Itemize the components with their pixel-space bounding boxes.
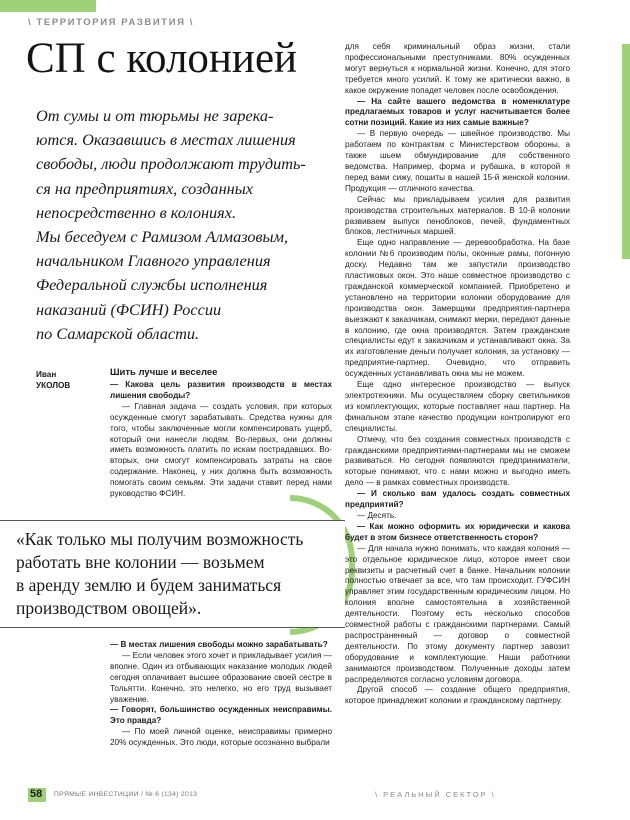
article-title: СП с колонией <box>26 35 298 82</box>
author-byline: Иван УКОЛОВ <box>36 370 71 390</box>
rubric-color-bar <box>0 0 96 12</box>
body-paragraph: для себя криминальный образ жизни, стали профессиональными преступниками. 80% осужденных могут вернуться к нормальной жизни. Конечно, для этого требуется много усилий. К тому же критически важно, в какое окружение попадет человек после освобождения. <box>345 42 570 95</box>
section-rubric: \ ТЕРРИТОРИЯ РАЗВИТИЯ \ <box>28 17 195 28</box>
page-number: 58 <box>30 788 43 800</box>
left-column-text <box>110 380 332 500</box>
body-paragraph: Сейчас мы прикладываем усилия для развития производства строительных материалов. В 10-й колонии развиваем выпуск пеноблоков, печей, фундаментных блоков, лестничных маршей. <box>345 194 570 237</box>
body-paragraph: Другой способ — создание общего предприятия, которое принадлежит колонии и гражданскому партнеру. <box>345 685 570 706</box>
section-footer: \ РЕАЛЬНЫЙ СЕКТОР \ <box>375 790 496 799</box>
question-paragraph: — Говорят, большинство осужденных неисправимы. Это правда? <box>110 705 332 726</box>
body-paragraph: Отмечу, что без создания совместных производств с гражданскими предприятиями-партнерами мы не сможем развиваться. Но сегодня появляются предприниматели, которые понимают, что с нами можно и выгодно иметь дело — в рамках совместных производств. <box>345 434 570 488</box>
answer-paragraph: — Главная задача — создать условия, при которых осужденные смогут зарабатывать. Средства нужны для того, чтобы заключенные могли компенсировать ущерб, который они нанесли людям. Во-первых, они должны иметь возможность платить по искам пострадавших. Во-вторых, они смогут компенсировать затраты на свое содержание. Наконец, у них должна быть возможность помогать своим семьям. Эти задачи ставит перед нами руководство ФСИН. <box>110 401 332 499</box>
question-paragraph: — В местах лишения свободы можно зарабатывать? <box>110 640 328 649</box>
question-paragraph: — На сайте вашего ведомства в номенклатуре предлагаемых товаров и услуг насчитывается более сотни позиций. Какие из них самые важные? <box>345 96 570 128</box>
answer-paragraph: — Десять. <box>357 510 397 520</box>
pullquote-text: «Как только мы получим возможность работать вне колонии — возьмем в аренду землю и будем заниматься производством овощей». <box>16 529 304 618</box>
question-paragraph: — Какова цель развития производств в местах лишения свободы? <box>110 380 332 400</box>
answer-paragraph: — Если человек этого хочет и прикладывает усилия — вполне. Один из отбывающих наказание молодых людей сегодня оплачивает высшее образование своей сестре в Тольятти. Конечно, это нелегко, но его труд вызывает уважение. <box>110 650 332 704</box>
answer-paragraph: — По моей личной оценке, неисправимы примерно 20% осужденных. Это люди, которые осознанно выбрали <box>110 727 332 748</box>
question-paragraph: — И сколько вам удалось создать совместных предприятий? <box>345 489 570 510</box>
answer-paragraph: — В первую очередь — швейное производство. Мы работаем по контрактам с Министерством обороны, а также шьем обмундирование для собственного ведомства. Например, форма и рубашка, в которой я перед вами сижу, пошиты в нашей 15-й женской колонии. Продукция — отличного качества. <box>345 129 570 193</box>
answer-paragraph: — Для начала нужно понимать, что каждая колония — это отдельное юридическое лицо, которое имеет свои реквизиты и расчетный счет в банке. Начальник колонии полностью отвечает за все, что там происходит. ГУФСИН управляет этим государственным юридическим лицом. Но колония вполне самостоятельна в хозяйственной деятельности. Поэтому есть несколько способов совместной работы с гражданскими партнерами. Самый распространенный — договор о совместной деятельности. По этому документу партнер завозит оборудование и комплектующие. Наши работники занимаются производством. Полученные доходы затем распределяются согласно условиям договора. <box>345 543 570 684</box>
article-lead: От сумы и от тюрьмы не зарека- ются. Оказавшись в местах лишения свободы, люди продолжают трудить- ся на предприятиях, созданных непосредственно в колониях. Мы беседуем с Рамизом Алмазовым, начальником Главного управления Федеральной службы исполнения наказаний (ФСИН) России по Самарской области. <box>36 106 306 343</box>
body-paragraph: Еще одно интересное производство — выпуск электротехники. Мы осуществляем сборку светильников из комплектующих, которые поставляет наш партнер. На финальном этапе качество продукции контролируют его специалисты. <box>345 380 570 433</box>
question-paragraph: — Как можно оформить их юридически и какова будет в этом бизнесе ответственность сторон? <box>345 521 570 542</box>
body-paragraph: Еще одно направление — деревообработка. На базе колонии №6 производим полы, оконные рамы, погонную доску. Недавно там же запустили производство пластиковых окон. Это наше совместное производство с гражданской коммерческой компанией. Приобретено и установлено на территории колонии оборудование для производства окон. Замерщики предприятия-партнера выезжают к заказчикам, снимают мерки, передают данные в колонию, где окна производятся. Затем гражданские специалисты едут к заказчикам и устанавливают окна. За их изготовление деньги получает колония, за установку — предприятие-партнер. Очевидно, что отправить осужденных устанавливать окна мы не можем. <box>345 238 570 379</box>
subheading: Шить лучше и веселее <box>110 367 218 378</box>
bottom-column-text <box>110 640 332 749</box>
magazine-footer: ПРЯМЫЕ ИНВЕСТИЦИИ / № 6 (134) 2013 <box>54 791 198 798</box>
right-column-text <box>345 42 570 707</box>
page-edge-stripe <box>622 44 630 259</box>
